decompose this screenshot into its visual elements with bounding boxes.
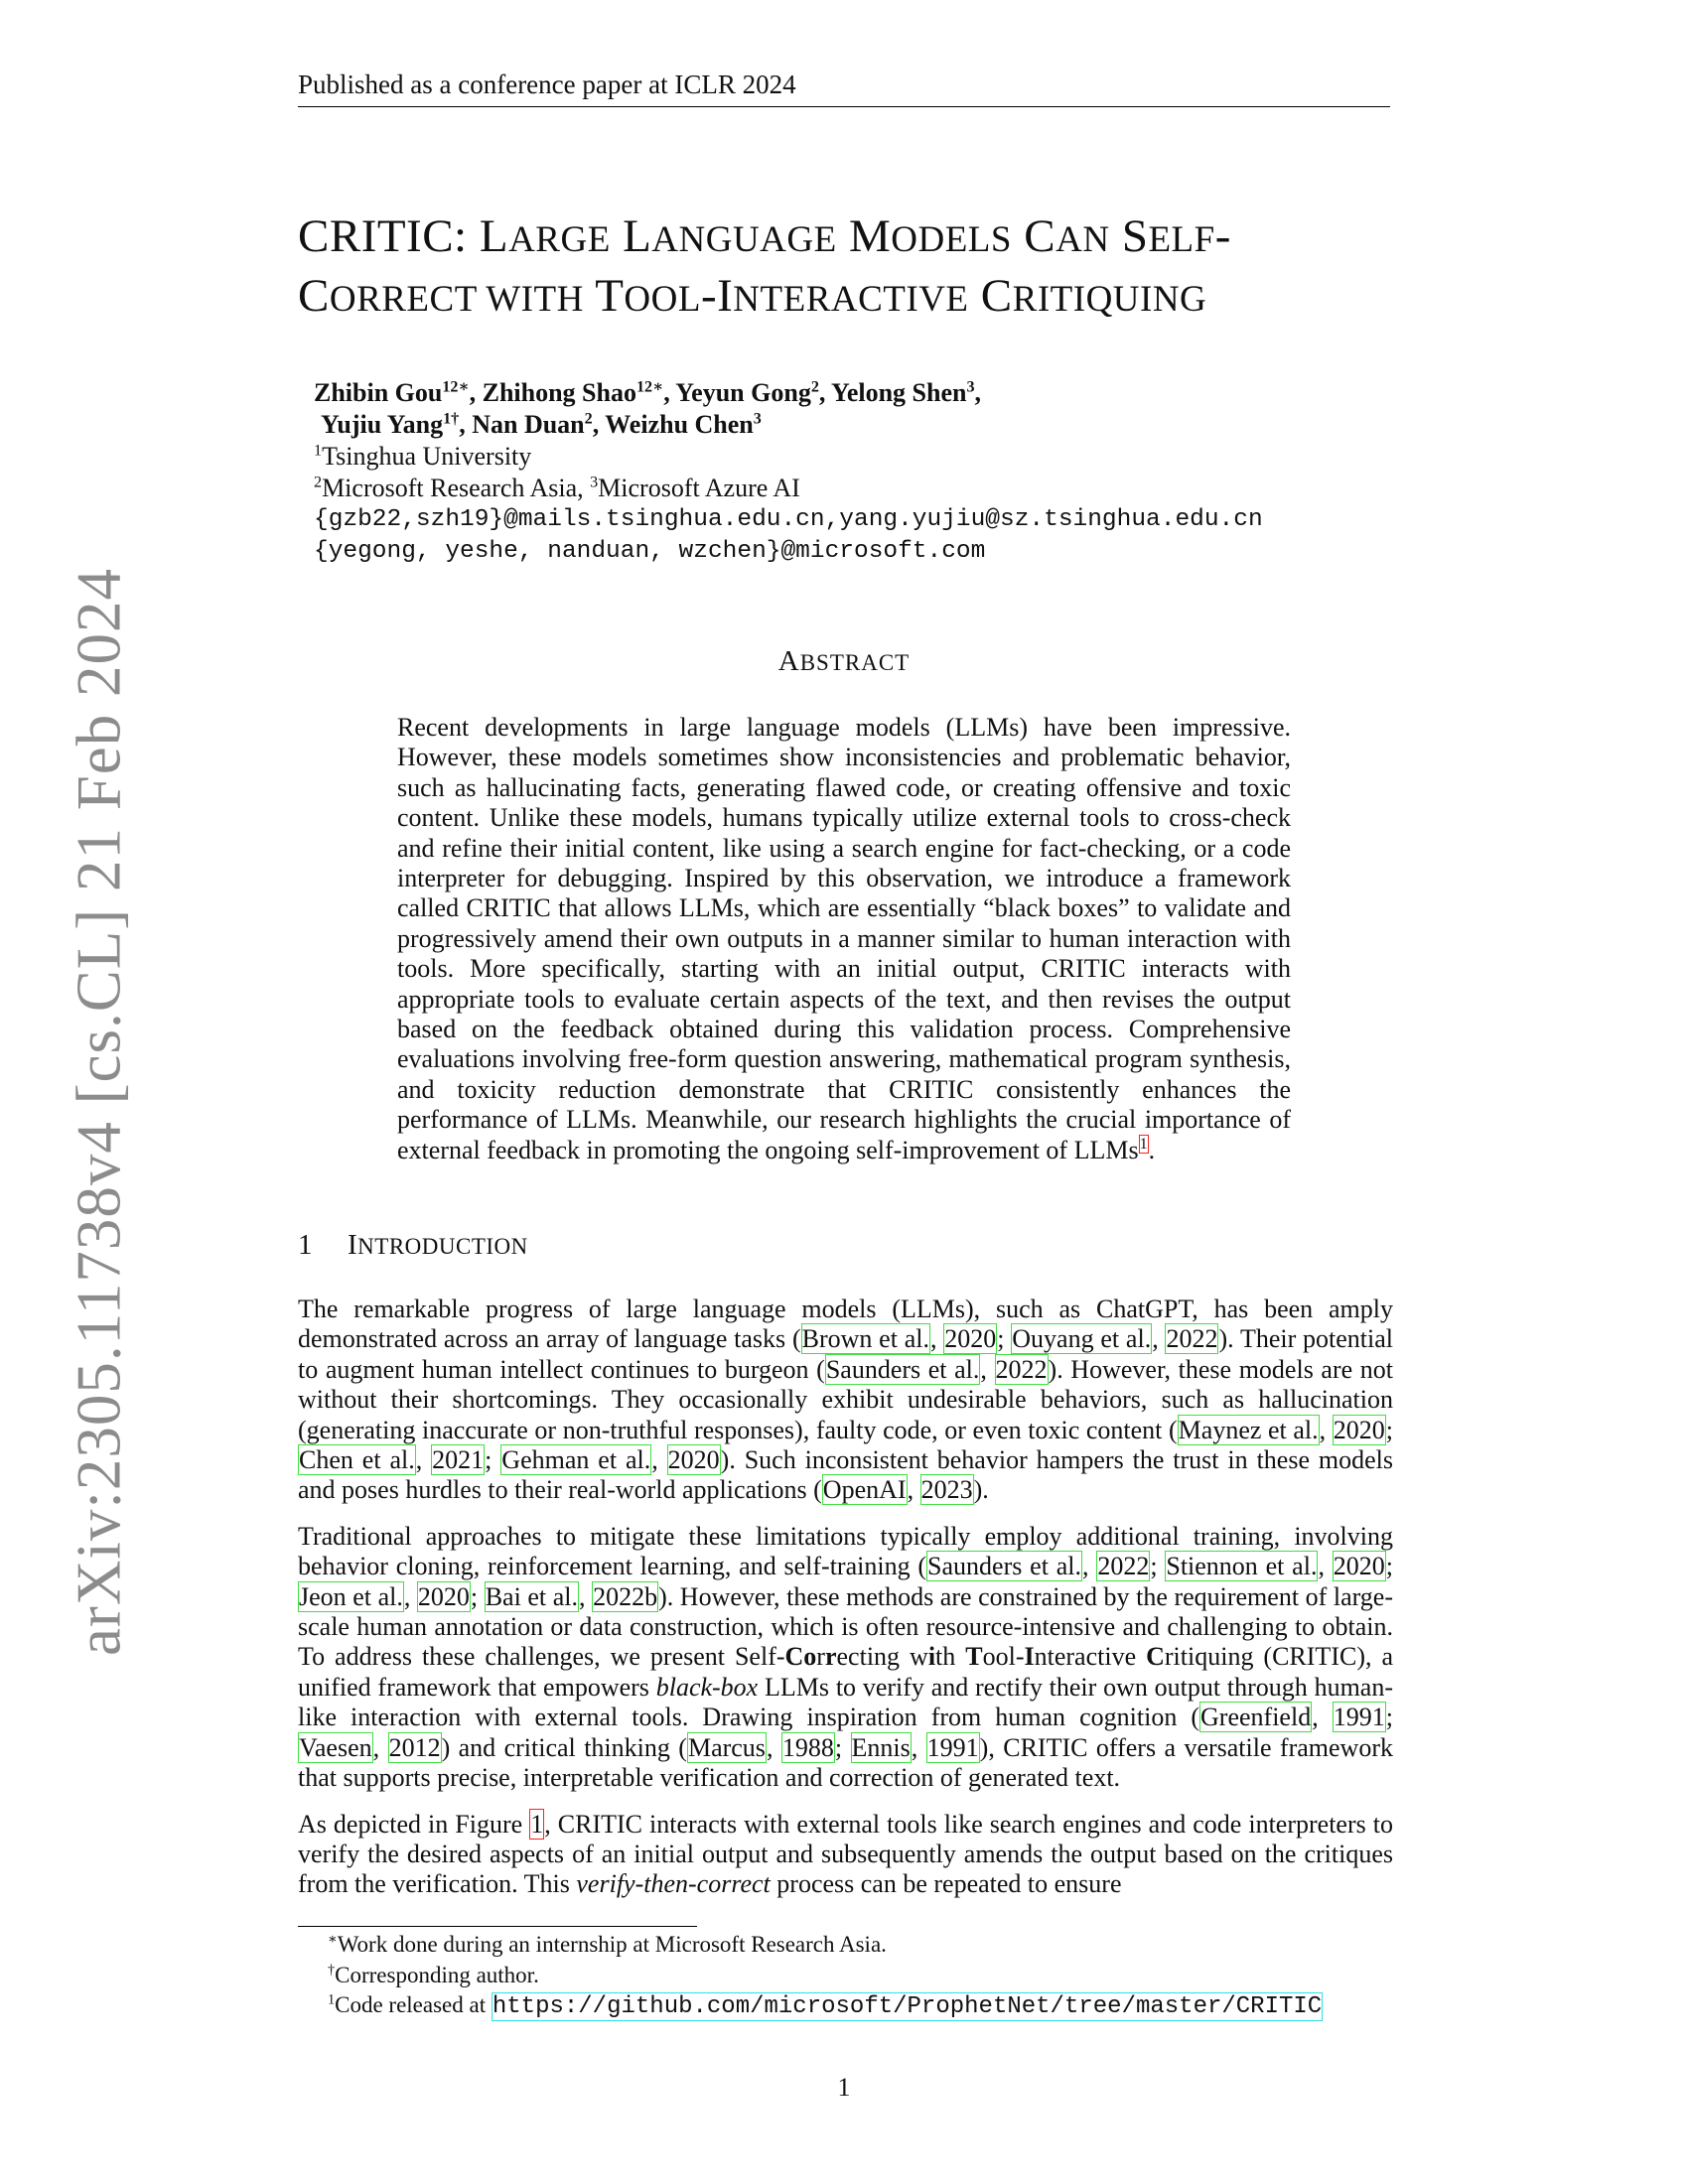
arxiv-stamp: arXiv:2305.11738v4 [cs.CL] 21 Feb 2024 bbox=[64, 567, 134, 1657]
citation-link[interactable]: 2023 bbox=[920, 1475, 973, 1505]
citation-link[interactable]: Bai et al. bbox=[485, 1581, 578, 1611]
citation-link[interactable]: 1991 bbox=[1333, 1703, 1385, 1732]
citation-link[interactable]: 2020 bbox=[1333, 1415, 1385, 1444]
footnote-1: ∗Work done during an internship at Microsoft Research Asia. bbox=[328, 1931, 887, 1957]
author-emails-2: {yegong, yeshe, nanduan, wzchen}@microsoft.com bbox=[314, 538, 986, 565]
affiliation-1: $^1$Tsinghua University bbox=[314, 442, 532, 471]
footnote-3: $^1$Code released at https://github.com/microsoft/ProphetNet/tree/master/CRITIC bbox=[328, 1991, 1323, 2020]
author-block bbox=[314, 377, 1406, 568]
citation-link[interactable]: 2022 bbox=[995, 1354, 1048, 1384]
citation-link[interactable]: OpenAI bbox=[822, 1475, 907, 1505]
footnotes bbox=[328, 1930, 1400, 2023]
introduction-body bbox=[298, 1295, 1393, 1916]
citation-link[interactable]: Maynez et al. bbox=[1178, 1415, 1319, 1444]
paragraph-1: The remarkable progress of large language models (LLMs), such as ChatGPT, has been amply demonstrated across an array of language tasks (Brown et al., 2020; Ouyang et al., 2022). Their potential to augment human intellect continues to burgeon (Saunders et al., 2022). However, these models are not without their shortcomings. They occasionally exhibit undesirable behaviors, such as hallucination (generating inaccurate or non-truthful responses), faulty code, or even toxic content (Maynez et al., 2020; Chen et al., 2021; Gehman et al., 2020). Such inconsistent behavior hampers the trust in these models and poses hurdles to their real-world applications (OpenAI, 2023). bbox=[298, 1295, 1394, 1505]
footnote-link[interactable]: 1 bbox=[1139, 1136, 1148, 1154]
citation-link[interactable]: 1988 bbox=[781, 1732, 834, 1762]
affiliation-2: $^2$Microsoft Research Asia, $^3$Microsoft Azure AI bbox=[314, 474, 800, 502]
section-heading-introduction: 1 INTRODUCTION bbox=[298, 1229, 528, 1261]
citation-link[interactable]: 2020 bbox=[944, 1324, 997, 1354]
citation-link[interactable]: Ennis bbox=[851, 1732, 911, 1762]
citation-link[interactable]: Stiennon et al. bbox=[1166, 1552, 1318, 1581]
citation-link[interactable]: 2020 bbox=[1333, 1552, 1385, 1581]
citation-link[interactable]: 2020 bbox=[667, 1445, 720, 1475]
citation-link[interactable]: Vaesen bbox=[299, 1732, 372, 1762]
citation-link[interactable]: Ouyang et al. bbox=[1012, 1324, 1152, 1354]
citation-link[interactable]: Gehman et al. bbox=[501, 1445, 651, 1475]
footnote-2: †Corresponding author. bbox=[328, 1961, 539, 1987]
figure-link[interactable]: 1 bbox=[530, 1809, 544, 1839]
citation-link[interactable]: 2021 bbox=[432, 1445, 485, 1475]
paragraph-3: As depicted in Figure 1, CRITIC interacts with external tools like search engines and code interpreters to verify the desired aspects of an initial output and subsequently amends the output based on the critiques from the verification. This verify-then-correct process can be repeated to ensure bbox=[298, 1809, 1393, 1899]
citation-link[interactable]: 1991 bbox=[926, 1732, 979, 1762]
citation-link[interactable]: 2022b bbox=[593, 1581, 658, 1611]
citation-link[interactable]: 2020 bbox=[417, 1581, 470, 1611]
citation-link[interactable]: Marcus bbox=[687, 1732, 766, 1762]
page-number: 1 bbox=[837, 2073, 851, 2102]
citation-link[interactable]: Saunders et al. bbox=[927, 1552, 1082, 1581]
author-line-2: Yujiu Yang$^{1\dagger}$, Nan Duan$^2$, Weizhu Chen$^3$ bbox=[321, 410, 762, 439]
author-line-1: Zhibin Gou$^{12∗}$, Zhihong Shao$^{12∗}$, Yeyun Gong$^2$, Yelong Shen$^3$, bbox=[314, 378, 982, 407]
running-header: Published as a conference paper at ICLR 2024 bbox=[298, 69, 1390, 107]
abstract-heading: ABSTRACT bbox=[777, 645, 911, 677]
footnote-divider bbox=[298, 1926, 697, 1927]
paper-title: CRITIC: LARGE LANGUAGE MODELS CAN SELF- CORRECT WITH TOOL-INTERACTIVE CRITIQUING bbox=[298, 210, 1231, 322]
citation-link[interactable]: 2012 bbox=[388, 1732, 441, 1762]
paragraph-2: Traditional approaches to mitigate these limitations typically employ additional training, involving behavior cloning, reinforcement learning, and self-training (Saunders et al., 2022; Stiennon et al., 2020; Jeon et al., 2020; Bai et al., 2022b). However, these methods are constrained by the requirement of large-scale human annotation or data construction, which is often resource-intensive and challenging to obtain. To address these challenges, we present Self-Correcting with Tool-Interactive Critiquing (CRITIC), a unified framework that empowers black-box LLMs to verify and rectify their own output through human-like interaction with external tools. Drawing inspiration from human cognition (Greenfield, 1991; Vaesen, 2012) and critical thinking (Marcus, 1988; Ennis, 1991), CRITIC offers a versatile framework that supports precise, interpretable verification and correction of generated text. bbox=[298, 1521, 1394, 1793]
citation-link[interactable]: Saunders et al. bbox=[825, 1354, 980, 1384]
citation-link[interactable]: Greenfield bbox=[1200, 1703, 1312, 1732]
citation-link[interactable]: Jeon et al. bbox=[299, 1581, 403, 1611]
abstract-text: Recent developments in large language models (LLMs) have been impressive. However, these models sometimes show inconsistencies and problematic behavior, such as hallucinating facts, generating flawed code, or creating offensive and toxic content. Unlike these models, humans typically utilize external tools to cross-check and refine their initial content, like using a search engine for fact-checking, or a code interpreter for debugging. Inspired by this observation, we introduce a framework called CRITIC that allows LLMs, which are essentially “black boxes” to validate and progressively amend their own outputs in a manner similar to human interaction with tools. More specifically, starting with an initial output, CRITIC interacts with appropriate tools to evaluate certain aspects of the text, and then revises the output based on the feedback obtained during this validation process. Comprehensive evaluations involving free-form question answering, mathematical program synthesis, and toxicity reduction demonstrate that CRITIC consistently enhances the performance of LLMs. Meanwhile, our research highlights the crucial importance of external feedback in promoting the ongoing self-improvement of LLMs$^1$. bbox=[397, 713, 1291, 1164]
citation-link[interactable]: 2022 bbox=[1097, 1552, 1150, 1581]
citation-link[interactable]: 2022 bbox=[1166, 1324, 1218, 1354]
citation-link[interactable]: Brown et al. bbox=[801, 1324, 929, 1354]
citation-link[interactable]: Chen et al. bbox=[299, 1445, 415, 1475]
author-emails-1: {gzb22,szh19}@mails.tsinghua.edu.cn,yang.yujiu@sz.tsinghua.edu.cn bbox=[314, 506, 1263, 533]
code-url-link[interactable]: https://github.com/microsoft/ProphetNet/tree/master/CRITIC bbox=[492, 1993, 1323, 2020]
